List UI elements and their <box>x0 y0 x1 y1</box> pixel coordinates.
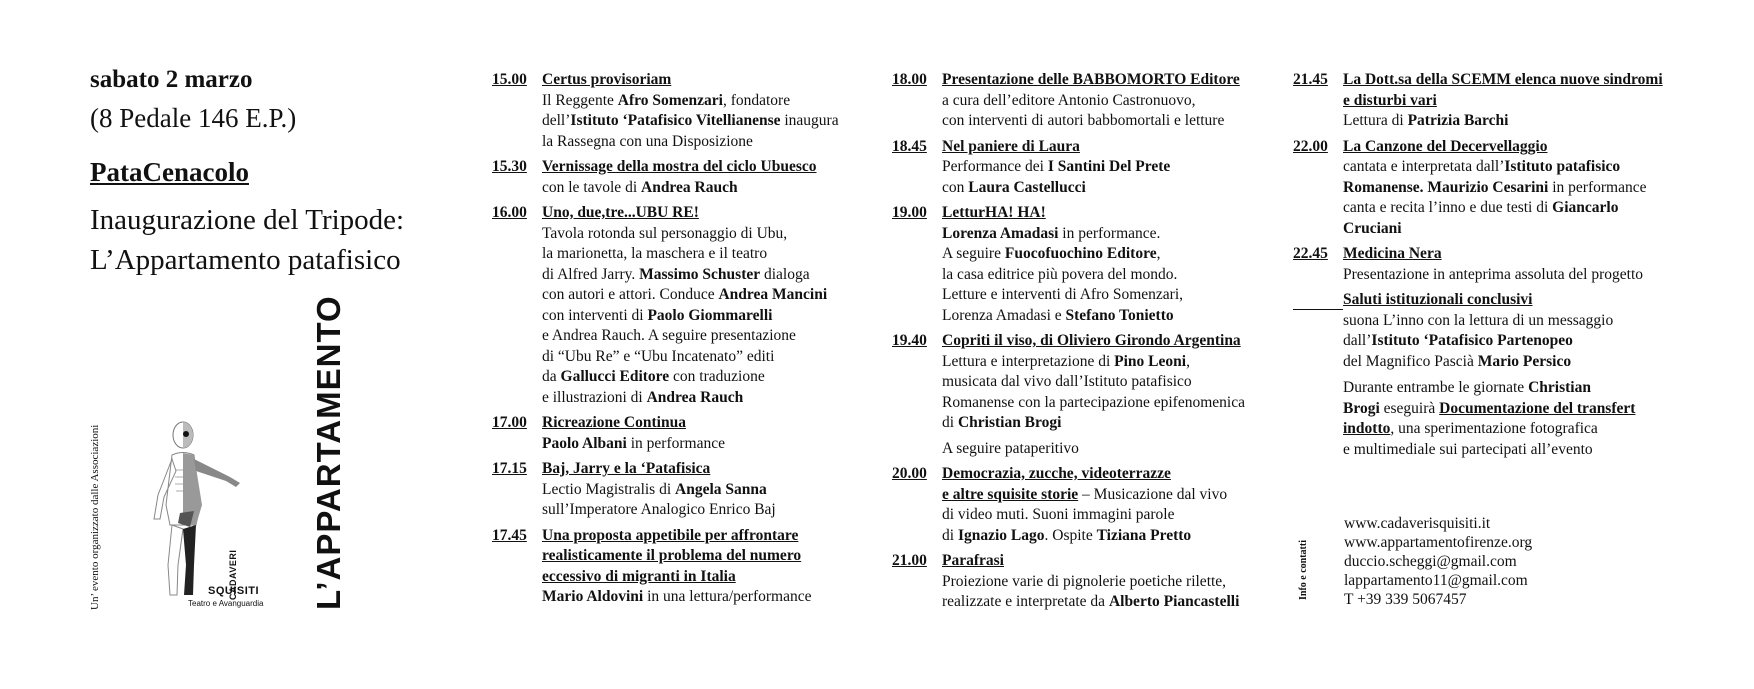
event-time-blank <box>1293 290 1343 310</box>
event-title: Certus provisoriam <box>542 71 672 88</box>
schedule-item: 16.00 Uno, due,tre...UBU RE! Tavola rotonda sul personaggio di Ubu, la marionetta, la maschera e il teatro di Alfred Jarry. Massimo Schuster dialoga con autori e attori. Conduce Andrea Mancini con interventi di Paolo Giommarelli e Andrea Rauch. A seguire presentazione di “Ubu Re” e “Ubu Incatenato” editi da Gallucci Editore con traduzione e illustrazioni di Andrea Rauch <box>492 203 892 408</box>
event-title: LetturHA! HA! <box>942 204 1046 221</box>
schedule-column-1 <box>492 70 892 613</box>
schedule-item: Saluti istituzionali conclusivi suona L’inno con la lettura di un messaggio dall’Istituto ‘Patafisico Partenopeo del Magnifico Pascià Mario Persico Durante entrambe le giornate Christian Brogi eseguirà Documentazione del transfert indotto, una sperimentazione fotografica e multimediale sui partecipati all’evento <box>1293 290 1673 460</box>
event-title: Baj, Jarry e la ‘Patafisica <box>542 460 711 477</box>
event-time: 18.00 <box>892 71 927 88</box>
organizer-note-text: Un’ evento organizzato dalle Associazioni <box>89 424 101 610</box>
event-title: Uno, due,tre...UBU RE! <box>542 204 699 221</box>
event-time: 22.00 <box>1293 137 1328 155</box>
title-line-2: L’Appartamento patafisico <box>90 244 401 276</box>
schedule-column-3 <box>1293 70 1673 465</box>
schedule-item: 19.00 LetturHA! HA! Lorenza Amadasi in performance. A seguire Fuocofuochino Editore, la casa editrice più povera del mondo. Letture e interventi di Afro Somenzari, Lorenza Amadasi e Stefano Tonietto <box>892 203 1292 326</box>
event-title: Saluti istituzionali conclusivi <box>1343 291 1533 308</box>
event-time: 17.00 <box>492 414 527 431</box>
schedule-item: 15.30 Vernissage della mostra del ciclo Ubuesco con le tavole di Andrea Rauch <box>492 157 892 198</box>
website-link[interactable]: www.appartamentofirenze.org <box>1344 534 1533 551</box>
organizer-note <box>87 388 103 610</box>
schedule-item: 20.00 Democrazia, zucche, videoterrazze e altre squisite storie – Musicazione dal vivo di video muti. Suoni immagini parole di Ignazio Lago. Ospite Tiziana Pretto <box>892 464 1292 546</box>
email-link[interactable]: duccio.scheggi@gmail.com <box>1344 553 1517 570</box>
cadaveri-logo-text: CADAVERI <box>228 549 238 600</box>
schedule-item: 21.00 Parafrasi Proiezione varie di pignolerie poetiche rilette, realizzate e interpretate da Alberto Piancastelli <box>892 551 1292 613</box>
event-title: Una proposta appetibile per affrontare <box>542 526 799 544</box>
schedule-item: 15.00 Certus provisoriam Il Reggente Afro Somenzari, fondatore dell’Istituto ‘Patafisico Vitellianense inaugura la Rassegna con una Disposizione <box>492 70 892 152</box>
event-time: 20.00 <box>892 465 927 482</box>
info-label: Info e contatti <box>1298 540 1309 600</box>
event-date: sabato 2 marzo <box>90 66 253 93</box>
event-time: 19.00 <box>892 204 927 221</box>
schedule-item: 17.00 Ricreazione Continua Paolo Albani in performance <box>492 413 892 454</box>
schedule-item: 22.00 La Canzone del Decervellaggio cantata e interpretata dall’Istituto patafisico Romanense. Maurizio Cesarini in performance canta e recita l’inno e due testi di Giancarlo Cruciani <box>1293 137 1673 240</box>
event-title: Ricreazione Continua <box>542 414 686 431</box>
logo-subtitle: Teatro e Avanguardia <box>188 599 264 608</box>
event-title: Copriti il viso, di Oliviero Girondo Argentina <box>942 332 1241 349</box>
website-link[interactable]: www.cadaverisquisiti.it <box>1344 515 1491 532</box>
event-title: Vernissage della mostra del ciclo Ubuesco <box>542 158 817 175</box>
schedule-item: 17.45 Una proposta appetibile per affrontare realisticamente il problema del numero eccessivo di migranti in Italia Mario Aldovini in una lettura/performance <box>492 526 892 608</box>
event-time: 21.00 <box>892 552 927 569</box>
schedule-item: 19.40 Copriti il viso, di Oliviero Girondo Argentina Lettura e interpretazione di Pino Leoni, musicata dal vivo dall’Istituto patafisico Romanense con la partecipazione epifenomenica di Christian Brogi A seguire pataperitivo <box>892 331 1292 459</box>
event-title: Parafrasi <box>942 552 1004 569</box>
header-block <box>90 62 470 280</box>
event-title: Nel paniere di Laura <box>942 137 1080 155</box>
venue-name: PataCenacolo <box>90 157 249 187</box>
event-time: 16.00 <box>492 204 527 221</box>
pataphysical-date: (8 Pedale 146 E.P.) <box>90 103 297 133</box>
schedule-item: 17.15 Baj, Jarry e la ‘Patafisica Lectio Magistralis di Angela Sanna sull’Imperatore Analogico Enrico Baj <box>492 459 892 521</box>
event-title: Presentazione delle BABBOMORTO Editore <box>942 71 1240 88</box>
event-time: 15.00 <box>492 71 527 88</box>
event-time: 17.45 <box>492 526 527 544</box>
event-title: La Canzone del Decervellaggio <box>1343 137 1548 155</box>
event-title: Medicina Nera <box>1343 245 1442 262</box>
event-title: Democrazia, zucche, videoterrazze <box>942 465 1171 482</box>
title-line-1: Inaugurazione del Tripode: <box>90 204 405 236</box>
event-title: La Dott.sa della SCEMM elenca nuove sindromi <box>1343 71 1663 88</box>
event-time: 18.45 <box>892 137 927 155</box>
phone-number: T +39 339 5067457 <box>1344 591 1467 608</box>
appartamento-logo: L’APPARTAMENTO <box>310 295 347 610</box>
schedule-item: 18.00 Presentazione delle BABBOMORTO Editore a cura dell’editore Antonio Castronuovo, con interventi di autori babbomortali e letture <box>892 70 1292 132</box>
contacts-block <box>1344 514 1532 609</box>
event-time: 15.30 <box>492 158 527 175</box>
event-time: 17.15 <box>492 460 527 477</box>
schedule-column-2 <box>892 70 1292 618</box>
anatomical-figure-logo <box>150 415 260 605</box>
email-link[interactable]: lappartamento11@gmail.com <box>1344 572 1528 589</box>
event-time: 21.45 <box>1293 71 1328 88</box>
schedule-item: 18.45 Nel paniere di Laura Performance dei I Santini Del Prete con Laura Castellucci <box>892 137 1292 199</box>
event-time: 19.40 <box>892 332 927 349</box>
event-time: 22.45 <box>1293 245 1328 262</box>
page-title <box>90 200 470 280</box>
squisiti-logo-text: SQUISITI <box>208 585 260 597</box>
schedule-item: 22.45 Medicina Nera Presentazione in anteprima assoluta del progetto <box>1293 244 1673 285</box>
schedule-item: 21.45 La Dott.sa della SCEMM elenca nuove sindromi e disturbi vari Lettura di Patrizia Barchi <box>1293 70 1673 132</box>
